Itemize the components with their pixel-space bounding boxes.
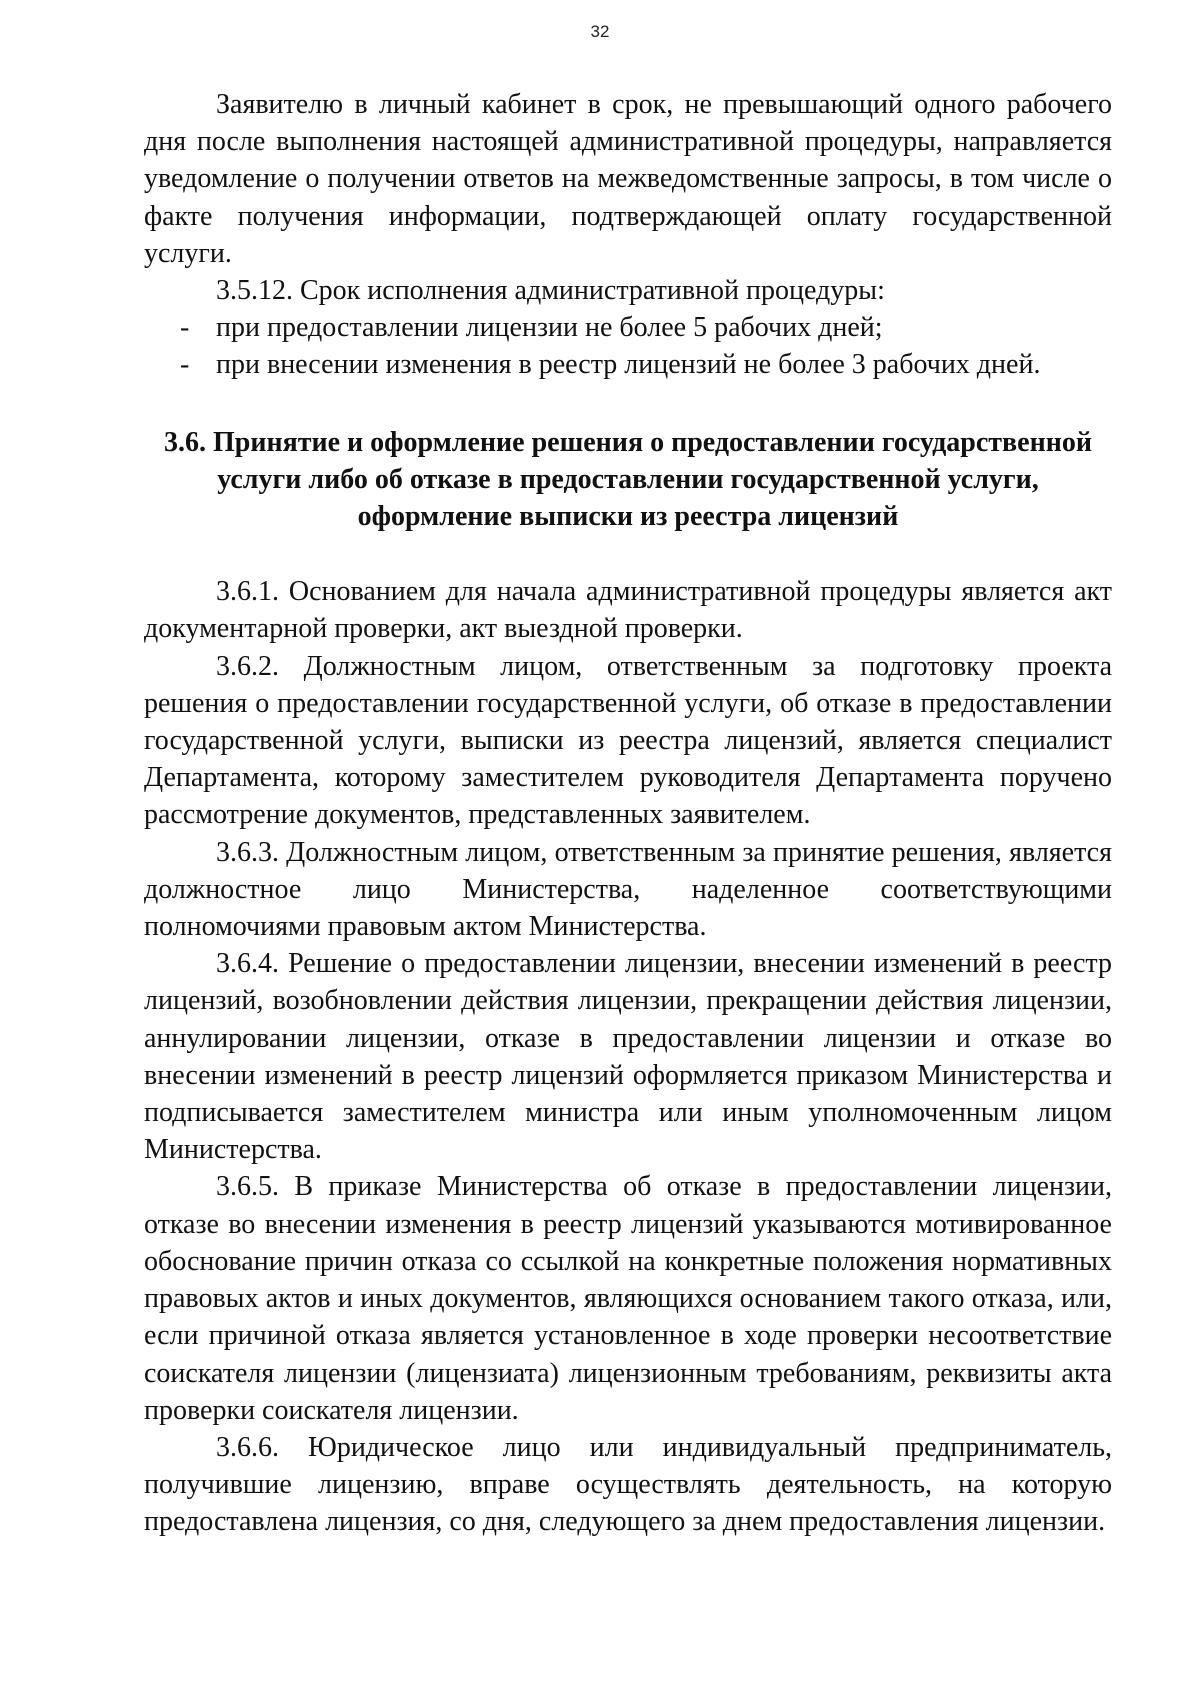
paragraph-3-6-6: 3.6.6. Юридическое лицо или индивидуальный предприниматель, получившие лицензию, вправе осуществлять деятельность, на которую предоставлена лицензия, со дня, следующего за днем предоставления лицензии.	[144, 1431, 1112, 1538]
list-dash: -	[180, 349, 190, 381]
document-body	[144, 86, 1112, 1541]
page-number: 32	[590, 22, 610, 41]
section-heading	[144, 424, 1112, 536]
paragraph-3-6-5: 3.6.5. В приказе Министерства об отказе в предоставлении лицензии, отказе во внесении изменения в реестр лицензий указываются мотивированное обоснование причин отказа со ссылкой на конкретные положения нормативных правовых актов и иных документов, являющихся основанием такого отказа, или, если причиной отказа является установленное в ходе проверки несоответствие соискателя лицензии (лицензиата) лицензионным требованиям, реквизиты акта проверки соискателя лицензии.	[144, 1171, 1112, 1426]
paragraph-3-6-4: 3.6.4. Решение о предоставлении лицензии, внесении изменений в реестр лицензий, возобновлении действия лицензии, прекращении действия лицензии, аннулировании лицензии, отказе в предоставлении лицензии и отказе во внесении изменений в реестр лицензий оформляется приказом Министерства и подписывается заместителем министра или иным уполномоченным лицом Министерства.	[144, 948, 1112, 1166]
list-item-text: при предоставлении лицензии не более 5 рабочих дней;	[216, 312, 883, 344]
section-heading-line: 3.6. Принятие и оформление решения о предоставлении государственной	[163, 426, 1093, 458]
intro-paragraph: Заявителю в личный кабинет в срок, не превышающий одного рабочего дня после выполнения настоящей административной процедуры, направляется уведомление о получении ответов на межведомственные запросы, в том числе о факте получения информации, подтверждающей оплату государственной услуги.	[144, 89, 1112, 269]
paragraph-3-6-2: 3.6.2. Должностным лицом, ответственным за подготовку проекта решения о предоставлении государственной услуги, об отказе в предоставлении государственной услуги, выписки из реестра лицензий, является специалист Департамента, которому заместителем руководителя Департамента поручено рассмотрение документов, представленных заявителем.	[144, 650, 1112, 831]
paragraph-3-6-3: 3.6.3. Должностным лицом, ответственным за принятие решения, является должностное лицо Министерства, наделенное соответствующими полномочиями правовым актом Министерства.	[144, 836, 1112, 943]
section-heading-line: оформление выписки из реестра лицензий	[357, 501, 899, 533]
section-heading-line: услуги либо об отказе в предоставлении государственной услуги,	[217, 463, 1039, 495]
list-item	[144, 309, 1112, 346]
paragraph-3-5-12: 3.5.12. Срок исполнения административной процедуры:	[216, 275, 885, 307]
list-item-text: при внесении изменения в реестр лицензий не более 3 рабочих дней.	[216, 349, 1041, 381]
paragraph-3-6-1: 3.6.1. Основанием для начала административной процедуры является акт документарной проверки, акт выездной проверки.	[144, 576, 1112, 645]
list-item	[144, 346, 1112, 383]
list-dash: -	[180, 312, 190, 344]
